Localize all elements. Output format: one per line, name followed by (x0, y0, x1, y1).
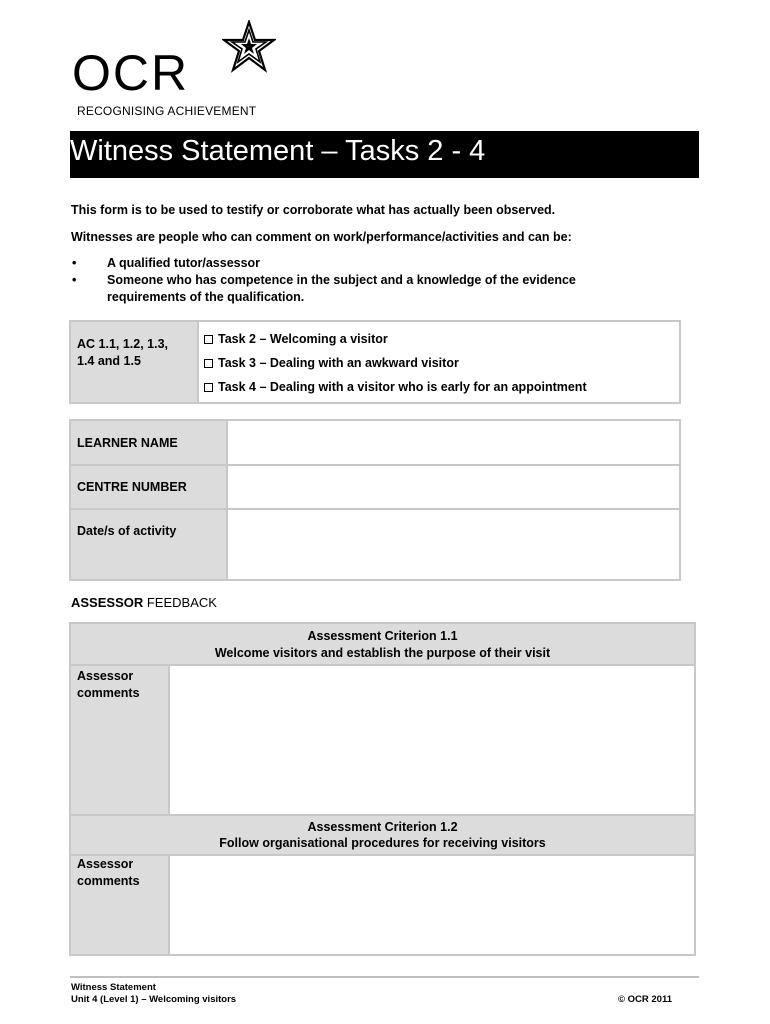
comments-label-line-2: comments (77, 686, 140, 700)
ac-label-cell (71, 322, 199, 402)
task-label: Task 2 – Welcoming a visitor (218, 332, 388, 346)
task-option-4[interactable] (204, 379, 587, 396)
task-option-3[interactable] (204, 355, 459, 372)
heading-bold: ASSESSOR (71, 595, 144, 610)
checkbox-icon[interactable] (204, 383, 213, 392)
intro-line-1: This form is to be used to testify or corroborate what has actually been observed. (71, 203, 556, 217)
comments-label-line-1: Assessor (77, 857, 134, 871)
assessor-comments-field[interactable] (170, 666, 694, 816)
footer-line-1: Witness Statement (71, 982, 156, 993)
assessor-comments-label-cell (71, 666, 170, 816)
intro-line-2: Witnesses are people who can comment on work/performance/activities and can be: (71, 230, 572, 244)
ac-table (69, 320, 681, 404)
assessor-comments-label-cell (71, 856, 170, 954)
comments-label-line-2: comments (77, 874, 140, 888)
criterion-header (71, 624, 694, 666)
bullet-item: A qualified tutor/assessor (107, 256, 261, 270)
star-logo-icon (222, 20, 276, 74)
checkbox-icon[interactable] (204, 335, 213, 344)
ac-label-line-2: 1.4 and 1.5 (77, 354, 141, 368)
ac-label-line-1: AC 1.1, 1.2, 1.3, (77, 337, 169, 351)
learner-name-field[interactable] (228, 421, 679, 466)
task-label: Task 4 – Dealing with a visitor who is early for an appointment (218, 380, 587, 394)
centre-number-label: CENTRE NUMBER (77, 480, 187, 494)
centre-number-field[interactable] (228, 466, 679, 510)
criterion-subtitle: Follow organisational procedures for receiving visitors (219, 836, 546, 850)
learner-name-label: LEARNER NAME (77, 436, 178, 450)
footer-line-2: Unit 4 (Level 1) – Welcoming visitors (71, 994, 237, 1005)
criterion-header (71, 816, 694, 856)
activity-date-label-cell (71, 510, 228, 579)
activity-date-label: Date/s of activity (77, 524, 177, 538)
logo-tagline: RECOGNISING ACHIEVEMENT (77, 104, 257, 118)
heading-rest: FEEDBACK (143, 595, 217, 610)
page-title: Witness Statement – Tasks 2 - 4 (70, 135, 486, 167)
activity-date-field[interactable] (228, 510, 679, 579)
logo-wordmark: OCR (72, 45, 190, 101)
bullet-dot-icon: • (72, 273, 77, 287)
footer-copyright: © OCR 2011 (618, 994, 672, 1005)
learner-details-table (69, 419, 681, 581)
bullet-item-continuation: requirements of the qualification. (107, 290, 305, 304)
assessor-comments-field[interactable] (170, 856, 694, 954)
checkbox-icon[interactable] (204, 359, 213, 368)
task-label: Task 3 – Dealing with an awkward visitor (218, 356, 459, 370)
criterion-subtitle: Welcome visitors and establish the purpose of their visit (214, 646, 551, 660)
criterion-title: Assessment Criterion 1.2 (307, 820, 458, 834)
centre-number-label-cell (71, 466, 228, 510)
learner-name-label-cell (71, 421, 228, 466)
bullet-item: Someone who has competence in the subject and a knowledge of the evidence (107, 273, 576, 287)
task-option-2[interactable] (204, 331, 388, 348)
footer-divider (70, 976, 699, 978)
feedback-table (69, 622, 696, 956)
comments-label-line-1: Assessor (77, 669, 134, 683)
assessor-feedback-heading (71, 594, 217, 611)
criterion-title: Assessment Criterion 1.1 (307, 629, 458, 643)
bullet-dot-icon: • (72, 256, 77, 270)
